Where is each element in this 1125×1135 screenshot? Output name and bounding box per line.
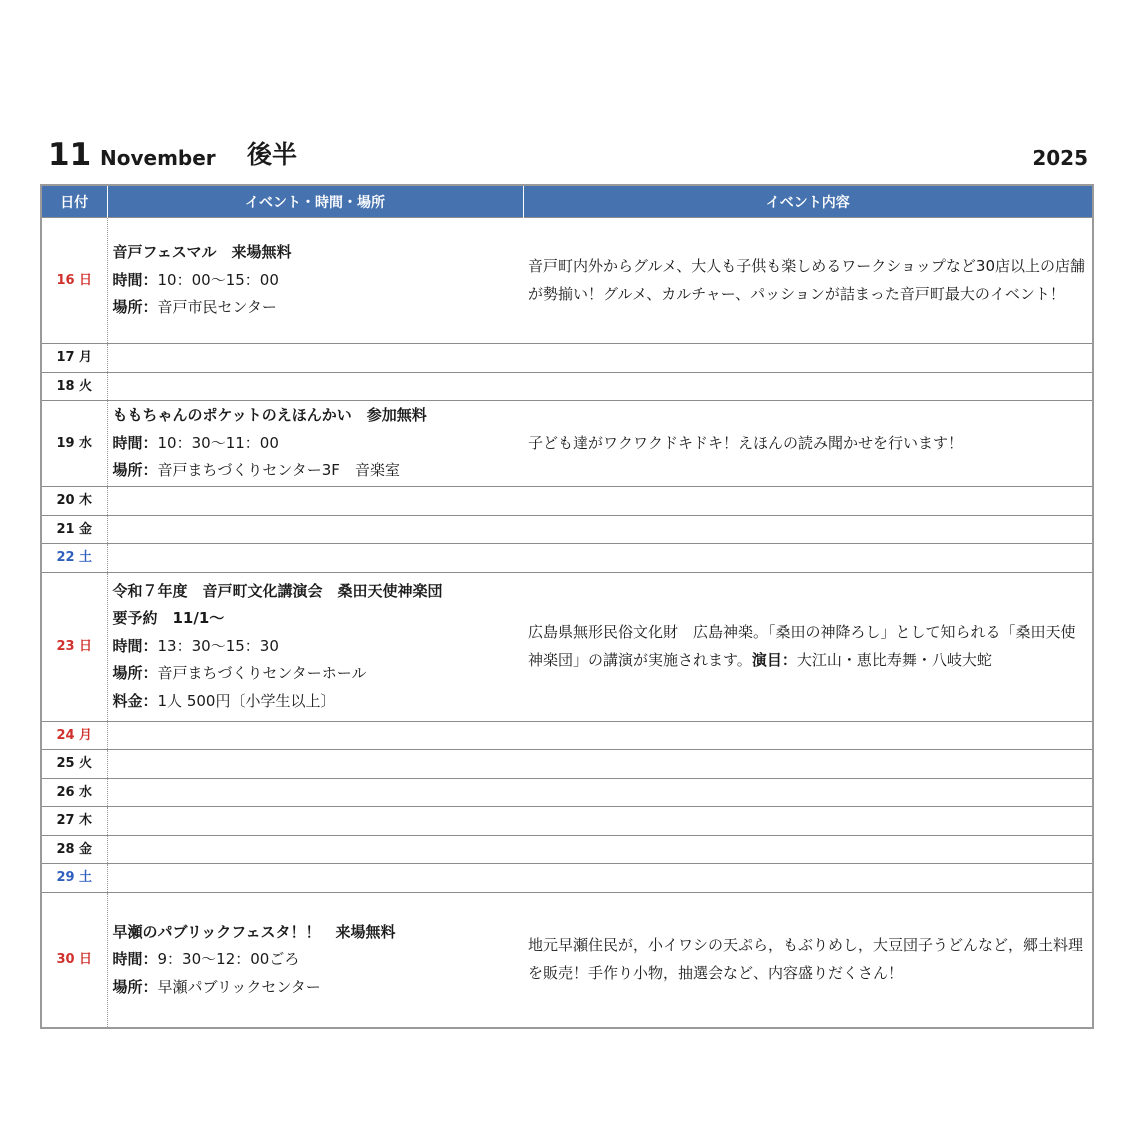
date-cell: 22 土 bbox=[41, 544, 107, 573]
table-row bbox=[41, 807, 1093, 836]
details-cell bbox=[523, 750, 1093, 779]
table-row bbox=[41, 721, 1093, 750]
date-cell: 17 月 bbox=[41, 344, 107, 373]
event-cell bbox=[107, 721, 523, 750]
column-header-date: 日付 bbox=[41, 185, 107, 218]
event-calendar-table bbox=[40, 184, 1094, 1029]
table-row bbox=[41, 750, 1093, 779]
event-cell bbox=[107, 544, 523, 573]
date-cell: 29 土 bbox=[41, 864, 107, 893]
event-place: 場所：音戸まちづくりセンター3F 音楽室 bbox=[112, 461, 400, 480]
event-cell bbox=[107, 750, 523, 779]
table-row bbox=[41, 372, 1093, 401]
event-place: 場所：音戸市民センター bbox=[112, 298, 277, 317]
event-cell bbox=[107, 892, 523, 1028]
details-cell: 地元早瀬住民が，小イワシの天ぷら，もぶりめし，大豆団子うどんなど，郷土料理を販売！手作り小物，抽選会など、内容盛りだくさん！ bbox=[523, 892, 1093, 1028]
month-number: 11 bbox=[48, 137, 92, 173]
event-cell bbox=[107, 515, 523, 544]
table-row bbox=[41, 515, 1093, 544]
table-row bbox=[41, 401, 1093, 487]
date-cell: 25 火 bbox=[41, 750, 107, 779]
event-time: 時間：10：00～15：00 bbox=[112, 270, 279, 289]
event-cell bbox=[107, 344, 523, 373]
details-cell: 広島県無形民俗文化財 広島神楽。「桑田の神降ろし」として知られる「桑田天使神楽団」の講演が実施されます。演目：大江山・恵比寿舞・八岐大蛇 bbox=[523, 572, 1093, 721]
details-cell bbox=[523, 515, 1093, 544]
date-cell: 28 金 bbox=[41, 835, 107, 864]
details-cell bbox=[523, 778, 1093, 807]
month-name: November bbox=[100, 146, 216, 170]
event-fee: 料金：1人 500円〔小学生以上〕 bbox=[112, 691, 336, 710]
event-time: 時間：10：30～11：00 bbox=[112, 433, 279, 452]
event-place: 場所：早瀬パブリックセンター bbox=[112, 977, 321, 996]
event-title: 早瀬のパブリックフェスタ！！ 来場無料 bbox=[112, 922, 396, 941]
table-row bbox=[41, 778, 1093, 807]
half-label: 後半 bbox=[247, 140, 298, 169]
year: 2025 bbox=[1032, 146, 1088, 170]
event-time: 時間：13：30～15：30 bbox=[112, 636, 279, 655]
details-cell bbox=[523, 487, 1093, 516]
table-header-row bbox=[41, 185, 1093, 218]
event-reservation: 要予約 11/1～ bbox=[112, 609, 225, 628]
details-cell bbox=[523, 721, 1093, 750]
date-cell: 20 木 bbox=[41, 487, 107, 516]
column-header-details: イベント内容 bbox=[523, 185, 1093, 218]
date-cell: 18 火 bbox=[41, 372, 107, 401]
date-cell: 21 金 bbox=[41, 515, 107, 544]
event-title: 令和７年度 音戸町文化講演会 桑田天使神楽団 bbox=[112, 581, 443, 600]
event-place: 場所：音戸まちづくりセンターホール bbox=[112, 664, 367, 683]
date-cell: 16 日 bbox=[41, 218, 107, 344]
details-cell bbox=[523, 544, 1093, 573]
column-header-event: イベント・時間・場所 bbox=[107, 185, 523, 218]
table-row bbox=[41, 344, 1093, 373]
table-row bbox=[41, 572, 1093, 721]
table-row bbox=[41, 892, 1093, 1028]
event-cell bbox=[107, 372, 523, 401]
details-cell bbox=[523, 835, 1093, 864]
event-cell bbox=[107, 218, 523, 344]
event-cell bbox=[107, 807, 523, 836]
page-header bbox=[48, 136, 1088, 176]
details-cell bbox=[523, 344, 1093, 373]
details-cell: 子ども達がワクワクドキドキ！えほんの読み聞かせを行います！ bbox=[523, 401, 1093, 487]
date-cell: 27 木 bbox=[41, 807, 107, 836]
table-row bbox=[41, 864, 1093, 893]
details-cell bbox=[523, 864, 1093, 893]
date-cell: 23 日 bbox=[41, 572, 107, 721]
details-cell bbox=[523, 372, 1093, 401]
details-cell bbox=[523, 807, 1093, 836]
event-title: ももちゃんのポケットのえほんかい 参加無料 bbox=[112, 406, 427, 425]
table-row bbox=[41, 544, 1093, 573]
event-cell bbox=[107, 864, 523, 893]
event-title: 音戸フェスマル 来場無料 bbox=[112, 243, 292, 262]
date-cell: 26 水 bbox=[41, 778, 107, 807]
details-cell: 音戸町内外からグルメ、大人も子供も楽しめるワークショップなど30店以上の店舗が勢揃い！グルメ、カルチャー、パッションが詰まった音戸町最大のイベント！ bbox=[523, 218, 1093, 344]
event-cell bbox=[107, 487, 523, 516]
date-cell: 30 日 bbox=[41, 892, 107, 1028]
table-row bbox=[41, 487, 1093, 516]
event-cell bbox=[107, 835, 523, 864]
event-cell bbox=[107, 572, 523, 721]
date-cell: 19 水 bbox=[41, 401, 107, 487]
event-time: 時間：9：30～12：00ごろ bbox=[112, 950, 300, 968]
table-row bbox=[41, 218, 1093, 344]
event-cell bbox=[107, 401, 523, 487]
event-cell bbox=[107, 778, 523, 807]
date-cell: 24 月 bbox=[41, 721, 107, 750]
table-row bbox=[41, 835, 1093, 864]
